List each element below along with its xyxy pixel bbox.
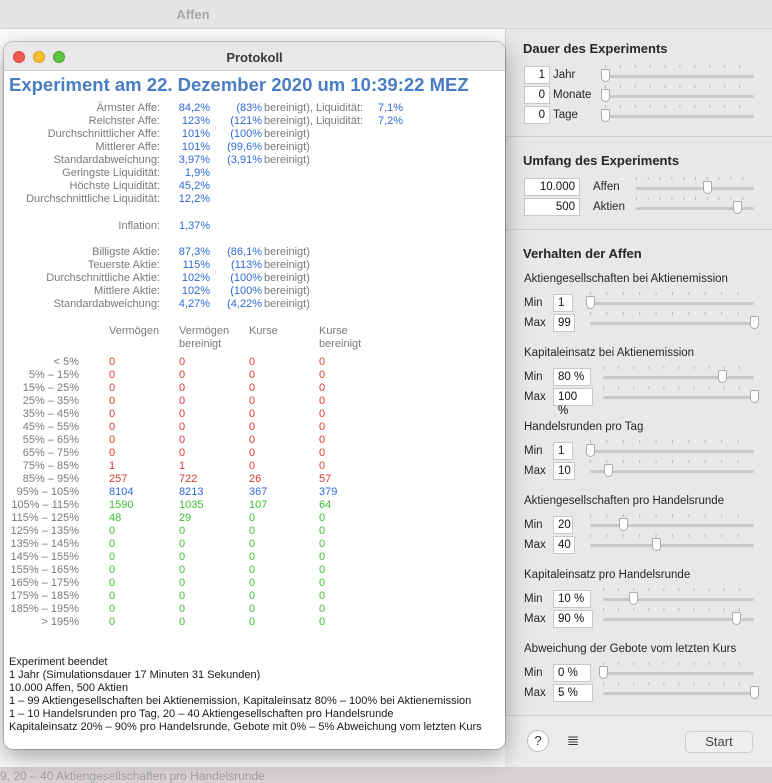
stock-suffix: bereinigt) (264, 285, 310, 297)
slider-knob[interactable] (586, 444, 595, 457)
max-field[interactable]: 90 % (553, 610, 593, 628)
min-field[interactable]: 20 (553, 516, 573, 534)
slider-ticks (603, 608, 754, 611)
table-cell: 0 (249, 577, 256, 589)
dauer-slider[interactable] (605, 89, 754, 103)
table-range: 115% – 125% (11, 512, 79, 524)
table-header-sub: bereinigt (179, 338, 222, 350)
table-cell: 0 (319, 564, 326, 576)
group-title: Kapitaleinsatz pro Handelsrunde (524, 569, 691, 581)
table-cell: 0 (179, 525, 186, 537)
table-cell: 0 (109, 616, 116, 628)
slider-knob[interactable] (599, 666, 608, 679)
table-cell: 57 (319, 473, 332, 485)
table-cell: 0 (109, 603, 116, 615)
dauer-value-field[interactable]: 1 (524, 66, 550, 84)
divider (506, 136, 772, 137)
table-header: Kurse (249, 325, 278, 337)
table-cell: 0 (249, 395, 256, 407)
table-cell: 0 (179, 447, 186, 459)
table-range: < 5% (53, 356, 79, 368)
slider-track (603, 376, 754, 379)
slider-ticks (605, 85, 754, 88)
slider-track (605, 115, 754, 118)
table-range: 145% – 155% (10, 551, 79, 563)
group-title: Handelsrunden pro Tag (524, 421, 644, 433)
table-cell: 64 (319, 499, 332, 511)
help-button[interactable]: ? (527, 730, 549, 752)
max-label: Max (524, 539, 546, 551)
min-field[interactable]: 10 % (553, 590, 591, 608)
min-label: Min (524, 519, 543, 531)
max-slider[interactable] (590, 464, 754, 478)
max-field[interactable]: 5 % (553, 684, 593, 702)
table-cell: 0 (319, 460, 326, 472)
table-cell: 0 (109, 447, 116, 459)
min-label: Min (524, 593, 543, 605)
slider-ticks (590, 312, 754, 315)
list-icon[interactable]: ≣ (566, 732, 580, 749)
table-cell: 0 (249, 434, 256, 446)
stat-value: 45,2% (178, 180, 210, 192)
slider-ticks (636, 177, 754, 180)
table-cell: 0 (109, 551, 116, 563)
table-cell: 0 (109, 564, 116, 576)
slider-knob[interactable] (732, 612, 741, 625)
min-label: Min (524, 445, 543, 457)
slider-track (603, 692, 754, 695)
table-cell: 0 (319, 525, 326, 537)
dauer-value-field[interactable]: 0 (524, 86, 550, 104)
table-cell: 107 (249, 499, 268, 511)
stock-label: Mittlere Aktie: (93, 285, 160, 297)
stat-label: Geringste Liquidität: (62, 167, 160, 179)
table-range: 25% – 35% (22, 395, 79, 407)
stat-suffix: bereinigt), Liquidität: (264, 115, 364, 127)
table-cell: 0 (179, 356, 186, 368)
dauer-value-field[interactable]: 0 (524, 106, 550, 124)
slider-ticks (605, 105, 754, 108)
slider-track (590, 322, 754, 325)
table-cell: 0 (179, 590, 186, 602)
summary-line: Kapitaleinsatz 20% – 90% pro Handelsrunde, Gebote mit 0% – 5% Abweichung vom letzten Kurs (9, 721, 482, 733)
stock-label: Billigste Aktie: (92, 246, 160, 258)
slider-track (636, 187, 754, 190)
settings-panel (505, 29, 772, 767)
slider-knob[interactable] (750, 316, 759, 329)
stat-suffix: bereinigt) (264, 128, 310, 140)
slider-track (590, 302, 754, 305)
stock-suffix: bereinigt) (264, 298, 310, 310)
umfang-slider[interactable] (636, 181, 754, 195)
summary-line: 10.000 Affen, 500 Aktien (9, 682, 129, 694)
table-cell: 48 (109, 512, 122, 524)
stat-value: 101% (181, 128, 210, 140)
table-cell: 0 (249, 564, 256, 576)
table-cell: 0 (249, 408, 256, 420)
table-range: 155% – 165% (10, 564, 79, 576)
table-cell: 0 (319, 421, 326, 433)
table-cell: 0 (109, 382, 116, 394)
stat-value: 12,2% (178, 193, 210, 205)
dauer-unit-label: Jahr (553, 69, 576, 81)
slider-ticks (590, 440, 754, 443)
min-slider[interactable] (603, 666, 754, 680)
table-range: 75% – 85% (22, 460, 79, 472)
table-cell: 26 (249, 473, 262, 485)
slider-knob[interactable] (601, 69, 610, 82)
stat-adjusted: (3,91% (227, 154, 262, 166)
slider-ticks (603, 588, 754, 591)
table-cell: 0 (179, 408, 186, 420)
min-field[interactable]: 1 (553, 294, 573, 312)
slider-track (590, 470, 754, 473)
table-cell: 0 (319, 369, 326, 381)
table-cell: 722 (179, 473, 198, 485)
stat-label: Mittlerer Affe: (95, 141, 160, 153)
dauer-slider[interactable] (605, 109, 754, 123)
table-cell: 0 (109, 421, 116, 433)
table-cell: 0 (109, 395, 116, 407)
protokoll-content (4, 71, 505, 749)
slider-ticks (590, 534, 754, 537)
bottom-bar (505, 715, 772, 767)
table-range: 135% – 145% (10, 538, 79, 550)
table-cell: 257 (109, 473, 128, 485)
stock-adjusted: (113% (231, 259, 262, 271)
slider-track (590, 524, 754, 527)
min-field[interactable]: 80 % (553, 368, 591, 386)
table-cell: 0 (319, 538, 326, 550)
group-title: Aktiengesellschaften bei Aktienemission (524, 273, 728, 285)
slider-knob[interactable] (629, 592, 638, 605)
table-range: 125% – 135% (10, 525, 79, 537)
slider-ticks (603, 386, 754, 389)
stock-value: 87,3% (178, 246, 210, 258)
umfang-unit-label: Aktien (593, 201, 625, 213)
table-cell: 0 (249, 356, 256, 368)
slider-track (590, 450, 754, 453)
table-cell: 0 (249, 460, 256, 472)
min-label: Min (524, 371, 543, 383)
max-field[interactable]: 100 % (553, 388, 593, 406)
experiment-heading: Experiment am 22. Dezember 2020 um 10:39:22 MEZ (9, 74, 469, 95)
slider-knob[interactable] (750, 390, 759, 403)
protokoll-window (4, 42, 505, 749)
stat-value: 1,9% (184, 167, 210, 179)
stock-value: 102% (181, 272, 210, 284)
slider-track (603, 598, 754, 601)
stock-suffix: bereinigt) (264, 272, 310, 284)
slider-track (605, 75, 754, 78)
table-cell: 0 (109, 538, 116, 550)
slider-knob[interactable] (601, 109, 610, 122)
table-cell: 0 (179, 369, 186, 381)
min-slider[interactable] (603, 370, 754, 384)
table-range: 95% – 105% (16, 486, 79, 498)
max-slider[interactable] (590, 538, 754, 552)
table-cell: 0 (249, 447, 256, 459)
stock-value: 115% (182, 259, 210, 271)
max-label: Max (524, 687, 546, 699)
table-range: 105% – 115% (11, 499, 79, 511)
verhalten-title: Verhalten der Affen (523, 246, 642, 261)
slider-knob[interactable] (652, 538, 661, 551)
window-title: Affen (176, 7, 210, 22)
slider-knob[interactable] (703, 181, 712, 194)
table-cell: 0 (319, 551, 326, 563)
table-cell: 0 (109, 434, 116, 446)
table-cell: 0 (109, 577, 116, 589)
table-cell: 0 (179, 577, 186, 589)
max-label: Max (524, 391, 546, 403)
stat-suffix: bereinigt) (264, 154, 310, 166)
slider-knob[interactable] (601, 89, 610, 102)
table-range: 85% – 95% (22, 473, 79, 485)
slider-knob[interactable] (750, 686, 759, 699)
table-cell: 0 (109, 590, 116, 602)
dauer-unit-label: Tage (553, 109, 578, 121)
table-cell: 0 (179, 616, 186, 628)
table-cell: 367 (249, 486, 268, 498)
slider-track (603, 396, 754, 399)
start-button[interactable]: Start (685, 731, 753, 753)
table-cell: 1 (179, 460, 186, 472)
min-slider[interactable] (603, 592, 754, 606)
table-cell: 0 (319, 603, 326, 615)
table-cell: 0 (109, 408, 116, 420)
table-cell: 0 (109, 525, 116, 537)
inflation-value: 1,37% (179, 220, 211, 232)
stock-value: 102% (181, 285, 210, 297)
stat-adjusted: (83% (236, 102, 262, 114)
max-slider[interactable] (603, 390, 754, 404)
slider-ticks (590, 460, 754, 463)
stat-liquidity: 7,1% (378, 102, 404, 114)
min-slider[interactable] (590, 518, 754, 532)
table-cell: 0 (249, 551, 256, 563)
table-header: Vermögen (179, 325, 230, 337)
table-cell: 0 (109, 369, 116, 381)
table-cell: 0 (179, 434, 186, 446)
min-label: Min (524, 667, 543, 679)
stock-suffix: bereinigt) (264, 259, 310, 271)
table-cell: 8213 (179, 486, 204, 498)
stat-label: Reichster Affe: (88, 115, 160, 127)
stock-adjusted: (86,1% (227, 246, 262, 258)
stat-value: 84,2% (178, 102, 210, 114)
slider-ticks (590, 514, 754, 517)
stat-value: 123% (181, 115, 210, 127)
stat-adjusted: (99,6% (227, 141, 262, 153)
table-range: 35% – 45% (22, 408, 79, 420)
protokoll-titlebar[interactable] (4, 42, 505, 71)
slider-ticks (603, 366, 754, 369)
table-cell: 0 (249, 590, 256, 602)
slider-ticks (603, 682, 754, 685)
min-field[interactable]: 0 % (553, 664, 591, 682)
max-slider[interactable] (603, 686, 754, 700)
table-cell: 8104 (109, 486, 134, 498)
dauer-unit-label: Monate (553, 89, 592, 101)
umfang-value-field[interactable]: 10.000 (524, 178, 580, 196)
table-cell: 0 (319, 356, 326, 368)
stat-label: Durchschnittlicher Affe: (47, 128, 160, 140)
stat-label: Höchste Liquidität: (69, 180, 160, 192)
table-cell: 0 (179, 538, 186, 550)
slider-knob[interactable] (586, 296, 595, 309)
table-cell: 0 (249, 369, 256, 381)
max-label: Max (524, 613, 546, 625)
table-header: Kurse (319, 325, 348, 337)
umfang-slider[interactable] (636, 201, 754, 215)
max-slider[interactable] (590, 316, 754, 330)
summary-line: 1 Jahr (Simulationsdauer 17 Minuten 31 Sekunden) (9, 669, 261, 681)
table-range: 165% – 175% (10, 577, 79, 589)
max-slider[interactable] (603, 612, 754, 626)
stock-adjusted: (100% (230, 285, 262, 297)
stock-label: Durchschnittliche Aktie: (46, 272, 160, 284)
table-header-sub: bereinigt (319, 338, 362, 350)
table-cell: 0 (249, 512, 256, 524)
min-field[interactable]: 1 (553, 442, 573, 460)
table-range: 55% – 65% (22, 434, 79, 446)
table-cell: 0 (179, 603, 186, 615)
summary-line: 1 – 10 Handelsrunden pro Tag, 20 – 40 Aktiengesellschaften pro Handelsrunde (9, 708, 394, 720)
stat-label: Ärmster Affe: (96, 102, 160, 114)
umfang-title: Umfang des Experiments (523, 153, 680, 168)
stat-suffix: bereinigt), Liquidität: (264, 102, 364, 114)
table-cell: 0 (249, 525, 256, 537)
divider (506, 229, 772, 230)
stat-liquidity: 7,2% (378, 115, 404, 127)
table-cell: 1590 (109, 499, 134, 511)
table-cell: 0 (109, 356, 116, 368)
umfang-unit-label: Affen (593, 181, 620, 193)
inflation-label: Inflation: (118, 220, 160, 232)
slider-ticks (590, 292, 754, 295)
group-title: Abweichung der Gebote vom letzten Kurs (524, 643, 737, 655)
stock-adjusted: (4,22% (227, 298, 262, 310)
table-cell: 0 (249, 616, 256, 628)
table-header: Vermögen (109, 325, 160, 337)
table-cell: 0 (319, 577, 326, 589)
dauer-slider[interactable] (605, 69, 754, 83)
max-field[interactable]: 40 (553, 536, 575, 554)
table-range: 45% – 55% (22, 421, 79, 433)
stat-label: Standardabweichung: (53, 154, 160, 166)
table-cell: 0 (319, 434, 326, 446)
stock-label: Teuerste Aktie: (87, 259, 160, 271)
slider-track (603, 672, 754, 675)
table-cell: 0 (319, 382, 326, 394)
table-cell: 379 (319, 486, 338, 498)
table-range: 15% – 25% (22, 382, 79, 394)
min-label: Min (524, 297, 543, 309)
stock-value: 4,27% (178, 298, 210, 310)
stock-label: Standardabweichung: (53, 298, 160, 310)
stat-adjusted: (121% (230, 115, 262, 127)
stock-adjusted: (100% (230, 272, 262, 284)
min-slider[interactable] (590, 296, 754, 310)
table-range: 65% – 75% (22, 447, 79, 459)
umfang-value-field[interactable]: 500 (524, 198, 580, 216)
summary-line: Experiment beendet (9, 656, 108, 668)
max-label: Max (524, 317, 546, 329)
slider-knob[interactable] (619, 518, 628, 531)
group-title: Aktiengesellschaften pro Handelsrunde (524, 495, 725, 507)
stat-value: 101% (181, 141, 210, 153)
table-cell: 29 (179, 512, 192, 524)
table-cell: 0 (179, 421, 186, 433)
slider-track (605, 95, 754, 98)
table-cell: 0 (319, 590, 326, 602)
table-cell: 0 (179, 551, 186, 563)
table-cell: 0 (249, 421, 256, 433)
stat-label: Durchschnittliche Liquidität: (26, 193, 160, 205)
table-cell: 0 (249, 382, 256, 394)
slider-ticks (605, 65, 754, 68)
table-cell: 1 (109, 460, 116, 472)
slider-track (590, 544, 754, 547)
background-document-text: 9, 20 – 40 Aktiengesellschaften pro Handelsrunde (0, 769, 265, 783)
slider-ticks (603, 662, 754, 665)
table-range: 5% – 15% (28, 369, 79, 381)
table-cell: 0 (319, 447, 326, 459)
protokoll-title: Protokoll (226, 50, 283, 65)
table-cell: 0 (179, 382, 186, 394)
table-cell: 1035 (179, 499, 204, 511)
slider-knob[interactable] (604, 464, 613, 477)
slider-ticks (636, 197, 754, 200)
table-cell: 0 (179, 395, 186, 407)
table-cell: 0 (179, 564, 186, 576)
table-cell: 0 (319, 408, 326, 420)
table-cell: 0 (249, 538, 256, 550)
max-field[interactable]: 99 (553, 314, 575, 332)
table-cell: 0 (319, 616, 326, 628)
table-cell: 0 (319, 395, 326, 407)
max-field[interactable]: 10 (553, 462, 575, 480)
stat-adjusted: (100% (230, 128, 262, 140)
dauer-title: Dauer des Experiments (523, 41, 668, 56)
summary-line: 1 – 99 Aktiengesellschaften bei Aktienemission, Kapitaleinsatz 80% – 100% bei Aktienemission (9, 695, 472, 707)
stat-value: 3,97% (178, 154, 210, 166)
group-title: Kapitaleinsatz bei Aktienemission (524, 347, 695, 359)
table-range: 185% – 195% (10, 603, 79, 615)
main-titlebar[interactable] (0, 0, 772, 29)
max-label: Max (524, 465, 546, 477)
slider-knob[interactable] (733, 201, 742, 214)
table-range: 175% – 185% (10, 590, 79, 602)
min-slider[interactable] (590, 444, 754, 458)
stat-suffix: bereinigt) (264, 141, 310, 153)
table-cell: 0 (249, 603, 256, 615)
table-cell: 0 (319, 512, 326, 524)
slider-knob[interactable] (718, 370, 727, 383)
table-range: > 195% (41, 616, 79, 628)
stock-suffix: bereinigt) (264, 246, 310, 258)
